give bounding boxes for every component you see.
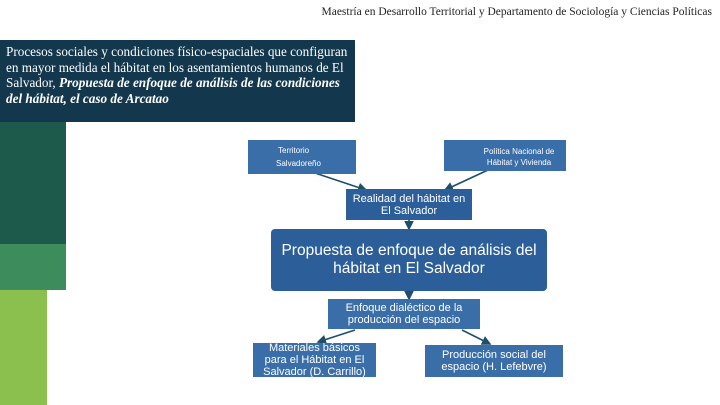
arrow-enfoque-produccion: [462, 330, 490, 344]
arrow-territorio-realidad: [312, 172, 366, 190]
node-materiales: Materiales básicos para el Hábitat en El Salvador (D. Carrillo): [253, 343, 376, 377]
title-plain: Procesos sociales y condiciones físico-espaciales que configuran en mayor medida el hábitat en los asentamientos humanos de El Salvador,: [6, 44, 348, 90]
node-produccion: Producción social del espacio (H. Lefebvre): [425, 345, 563, 377]
arrow-politica-realidad: [445, 170, 488, 190]
node-territorio: Territorio Salvadoreño: [248, 140, 356, 174]
node-enfoque: Enfoque dialéctico de la producción del espacio: [328, 299, 480, 329]
arrow-enfoque-materiales: [318, 330, 355, 342]
node-politica: Política Nacional de Hábitat y Vivienda: [444, 140, 566, 171]
title-italic: Propuesta de enfoque de análisis de las condiciones del hábitat, el caso de Arcatao: [6, 75, 340, 106]
node-propuesta: Propuesta de enfoque de análisis del hábitat en El Salvador: [271, 229, 547, 291]
header-text: Maestría en Desarrollo Territorial y Departamento de Sociología y Ciencias Políticas: [321, 6, 712, 18]
node-realidad: Realidad del hábitat en El Salvador: [346, 189, 472, 220]
